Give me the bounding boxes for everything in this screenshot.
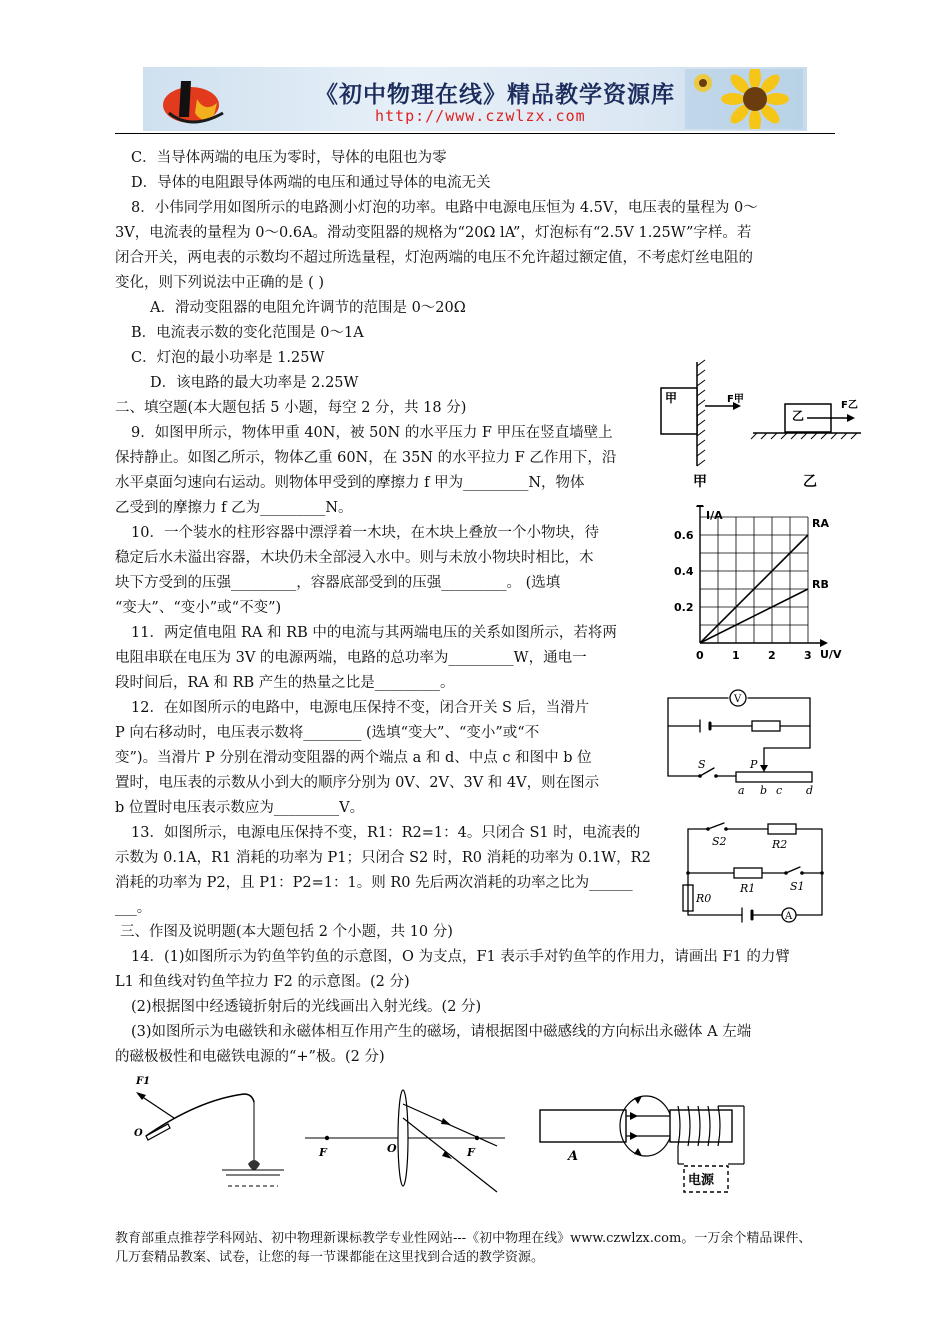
q8-option-a: A．滑动变阻器的电阻允许调节的范围是 0～20Ω	[150, 300, 466, 316]
resistor-r1-label: R1	[740, 882, 756, 895]
q8-option-c: C．灯泡的最小功率是 1.25W	[131, 350, 325, 366]
q8-text: 3V，电流表的量程为 0～0.6A。滑动变阻器的规格为“20Ω lA”，灯泡标有“2.5V 1.25W”字样。若	[115, 225, 752, 241]
circuit-q12	[660, 688, 825, 800]
friction-figure	[655, 358, 865, 493]
f-yi-label: F乙	[841, 400, 858, 411]
switch-s1-label: S1	[790, 880, 805, 893]
q14-text: 14．(1)如图所示为钓鱼竿钓鱼的示意图，O 为支点，F1 表示手对钓鱼竿的作用力，请画出 F1 的力臂	[131, 949, 790, 965]
power-supply-label: 电源	[688, 1173, 715, 1188]
q12-text: b 位置时电压表示数应为_________V。	[115, 800, 365, 816]
y-tick-label: 0.4	[674, 565, 694, 578]
q12-text: 变”)。当滑片 P 分别在滑动变阻器的两个端点 a 和 d、中点 c 和图中 b 位	[115, 750, 592, 766]
q10-text: 10．一个装水的柱形容器中漂浮着一木块，在木块上叠放一个小物块，待	[131, 525, 599, 541]
q13-text: 13．如图所示，电源电压保持不变，R1：R2=1：4。只闭合 S1 时，电流表的	[131, 825, 641, 841]
lens-figure	[305, 1088, 515, 1198]
series-label-rb: RB	[812, 578, 829, 591]
q8-option-b: B．电流表示数的变化范围是 0～1A	[131, 325, 364, 341]
q12-text: 置时，电压表的示数从小到大的顺序分别为 0V、2V、3V 和 4V，则在图示	[115, 775, 600, 791]
chart-grid	[700, 517, 808, 643]
resistor-r0-label: R0	[696, 892, 712, 905]
q11-text: 11．两定值电阻 RA 和 RB 中的电流与其两端电压的关系如图所示，若将两	[131, 625, 617, 641]
point-a-label: a	[738, 784, 745, 797]
optical-center-label: O	[387, 1142, 397, 1155]
banner-url[interactable]: http://www.czwlzx.com	[375, 107, 586, 125]
header-rule	[115, 133, 835, 134]
q11-text: 电阻串联在电压为 3V 的电源两端，电路的总功率为_________W，通电一	[115, 650, 587, 666]
chart-x-axis-label: U/V	[820, 648, 842, 661]
q8-option-d: D．该电路的最大功率是 2.25W	[150, 375, 359, 391]
focus-right-label: F	[467, 1146, 475, 1159]
q8-text: 8．小伟同学用如图所示的电路测小灯泡的功率。电路中电源电压恒为 4.5V，电压表的量程为 0～	[131, 200, 758, 216]
point-d-label: d	[806, 784, 814, 797]
q10-text: “变大”、“变小”或“不变”)	[115, 600, 282, 616]
x-tick-label: 1	[732, 649, 740, 662]
sunflower-icon	[685, 69, 803, 129]
magnet-a-label: A	[568, 1149, 579, 1164]
jia-box-label: 甲	[665, 391, 678, 405]
caption-yi: 乙	[803, 474, 817, 490]
q8-text: 闭合开关，两电表的示数均不超过所选量程，灯泡两端的电压不允许超过额定值，不考虑灯丝电阻的	[115, 250, 753, 266]
point-c-label: c	[776, 784, 783, 797]
q12-text: P 向右移动时，电压表示数将________ (选填“变大”、“变小”或“不	[115, 725, 540, 741]
site-logo-icon	[161, 73, 231, 127]
f-jia-label: F甲	[727, 394, 744, 405]
q14-part3: 的磁极极性和电磁铁电源的“+”极。(2 分)	[115, 1049, 385, 1065]
banner-title: 《初中物理在线》精品教学资源库	[315, 81, 675, 108]
caption-jia: 甲	[693, 474, 707, 490]
focus-left-label: F	[319, 1146, 327, 1159]
chart-y-axis-label: I/A	[706, 509, 723, 522]
switch-s-label: S	[698, 758, 706, 771]
q14-part3: (3)如图所示为电磁铁和永磁体相互作用产生的磁场，请根据图中磁感线的方向标出永磁体 A 左端	[131, 1024, 752, 1040]
q9-text: 乙受到的摩擦力 f 乙为_________N。	[115, 500, 353, 516]
x-tick-label: 0	[696, 649, 704, 662]
y-tick-label: 0.6	[674, 529, 694, 542]
pivot-o-label: O	[134, 1128, 143, 1139]
fishing-rod-figure	[128, 1072, 288, 1197]
q12-text: 12．在如图所示的电路中，电源电压保持不变，闭合开关 S 后，当滑片	[131, 700, 590, 716]
force-f1-label: F1	[136, 1076, 151, 1087]
page-footer	[115, 1229, 835, 1267]
q14-text: L1 和鱼线对钓鱼竿拉力 F2 的示意图。(2 分)	[115, 974, 410, 990]
q9-text: 水平桌面匀速向右运动。则物体甲受到的摩擦力 f 甲为_________N，物体	[115, 475, 585, 491]
q7-option-d: D．导体的电阻跟导体两端的电压和通过导体的电流无关	[131, 175, 491, 191]
footer-line: 几万套精品教案、试卷，让您的每一节课都能在这里找到合适的教学资源。	[115, 1250, 545, 1265]
switch-s2-label: S2	[712, 835, 727, 848]
q9-text: 9．如图甲所示，物体甲重 40N，被 50N 的水平压力 F 甲压在竖直墙壁上	[131, 425, 613, 441]
q13-text: 消耗的功率为 P2，且 P1：P2=1：1。则 R0 先后两次消耗的功率之比为______	[115, 875, 633, 891]
y-axis-arrow	[696, 505, 704, 507]
yi-box-label: 乙	[792, 409, 805, 423]
section-3-heading: 三、作图及说明题(本大题包括 2 个小题，共 10 分)	[120, 924, 453, 940]
q13-text: 示数为 0.1A，R1 消耗的功率为 P1；只闭合 S2 时，R0 消耗的功率为 0.1W，R2	[115, 850, 651, 866]
q14-part2: (2)根据图中经透镜折射后的光线画出入射光线。(2 分)	[131, 999, 482, 1015]
slider-p-label: P	[750, 758, 758, 771]
q9-text: 保持静止。如图乙所示，物体乙重 60N，在 35N 的水平拉力 F 乙作用下，沿	[115, 450, 617, 466]
q7-option-c: C．当导体两端的电压为零时，导体的电阻也为零	[131, 150, 447, 166]
q13-text: ___。	[115, 900, 152, 916]
q8-text: 变化，则下列说法中正确的是 ( )	[115, 275, 325, 291]
ammeter-label: A	[785, 911, 793, 922]
footer-line: 教育部重点推荐学科网站、初中物理新课标教学专业性网站---《初中物理在线》www.czwlzx.com。一万余个精品课件、	[115, 1231, 812, 1246]
y-tick-label: 0.2	[674, 601, 694, 614]
x-axis-arrow	[820, 639, 828, 647]
header-banner	[143, 67, 807, 131]
q11-text: 段时间后，RA 和 RB 产生的热量之比是_________。	[115, 675, 455, 691]
iu-chart	[672, 505, 852, 667]
q10-text: 稳定后水未溢出容器，木块仍未全部浸入水中。则与未放小物块时相比，木	[115, 550, 594, 566]
section-2-heading: 二、填空题(本大题包括 5 小题，每空 2 分，共 18 分)	[115, 400, 467, 416]
x-tick-label: 3	[804, 649, 812, 662]
point-b-label: b	[760, 784, 768, 797]
series-label-ra: RA	[812, 517, 829, 530]
electromagnet-figure	[538, 1082, 760, 1200]
circuit-q13	[682, 815, 827, 927]
voltmeter-label: V	[734, 694, 742, 705]
resistor-r2-label: R2	[772, 838, 788, 851]
x-tick-label: 2	[768, 649, 776, 662]
q10-text: 块下方受到的压强_________，容器底部受到的压强_________。 (选填	[115, 575, 561, 591]
chart-ticks	[674, 529, 812, 662]
